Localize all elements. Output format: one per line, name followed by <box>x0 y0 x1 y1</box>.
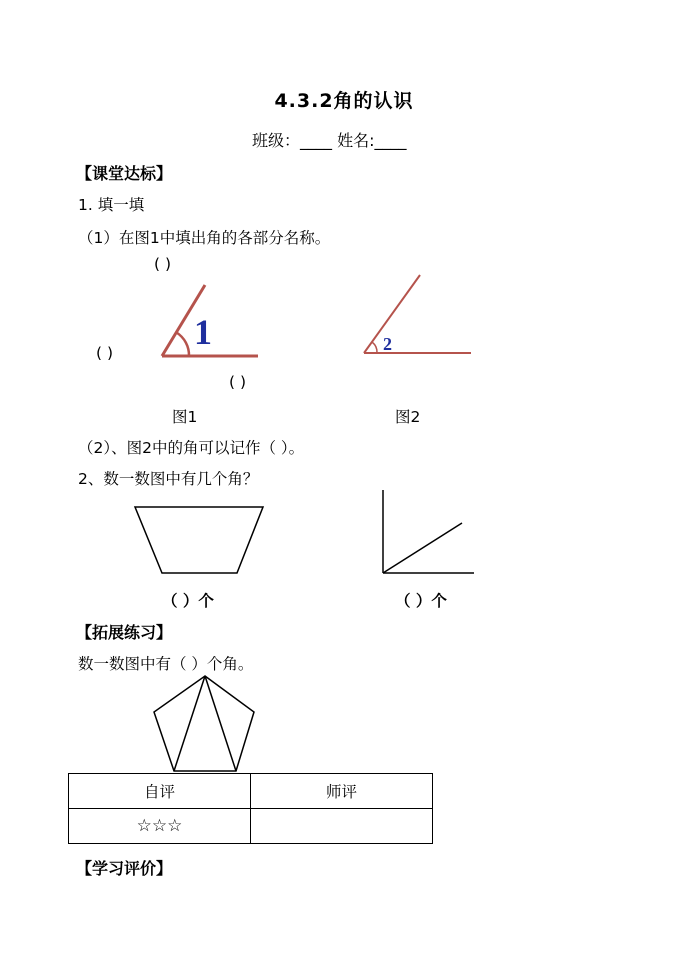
fig1-blank-left: ( ) <box>96 344 114 362</box>
page-title: 4.3.2角的认识 <box>274 90 414 112</box>
fig2-angle-label: 2 <box>383 334 392 354</box>
table-row <box>69 809 433 844</box>
count-answer-rays: （ ）个 <box>395 592 447 610</box>
question-1-part-1: （1）在图1中填出角的各部分名称。 <box>78 229 331 247</box>
fig1-blank-bottom: ( ) <box>229 373 247 391</box>
fig1-caption: 图1 <box>172 408 198 426</box>
teacher-eval-cell[interactable] <box>251 809 433 844</box>
fig1-angle-arc <box>177 333 190 357</box>
pentagon-figure <box>154 676 254 771</box>
question-2-label: 2、数一数图中有几个角？ <box>78 470 259 488</box>
rays-figure <box>383 490 474 573</box>
fig2-angle-arc <box>372 342 377 353</box>
section-heading-extension: 【拓展练习】 <box>76 623 173 642</box>
class-name-line: 班级：____ 姓名:____ <box>252 131 407 150</box>
fig1-blank-top: ( ) <box>154 255 172 273</box>
fig2-caption: 图2 <box>395 408 421 426</box>
header-teacher-eval: 师评 <box>251 774 433 809</box>
fig1-angle <box>162 285 258 356</box>
header-self-eval: 自评 <box>69 774 251 809</box>
question-1-part-2: （2）、图2中的角可以记作（ ）。 <box>78 439 305 457</box>
extension-question: 数一数图中有（ ）个角。 <box>78 655 254 673</box>
trapezoid-shape <box>135 507 263 573</box>
question-1-label: 1. 填一填 <box>78 196 145 214</box>
evaluation-table <box>68 773 433 844</box>
count-answer-trapezoid: （ ）个 <box>162 592 214 610</box>
fig1-angle-label: 1 <box>194 312 212 352</box>
fig2-angle <box>364 275 471 353</box>
section-heading-classwork: 【课堂达标】 <box>76 164 173 183</box>
table-row <box>69 774 433 809</box>
self-eval-stars[interactable]: ☆☆☆ <box>69 809 251 844</box>
section-heading-evaluation: 【学习评价】 <box>76 859 173 878</box>
